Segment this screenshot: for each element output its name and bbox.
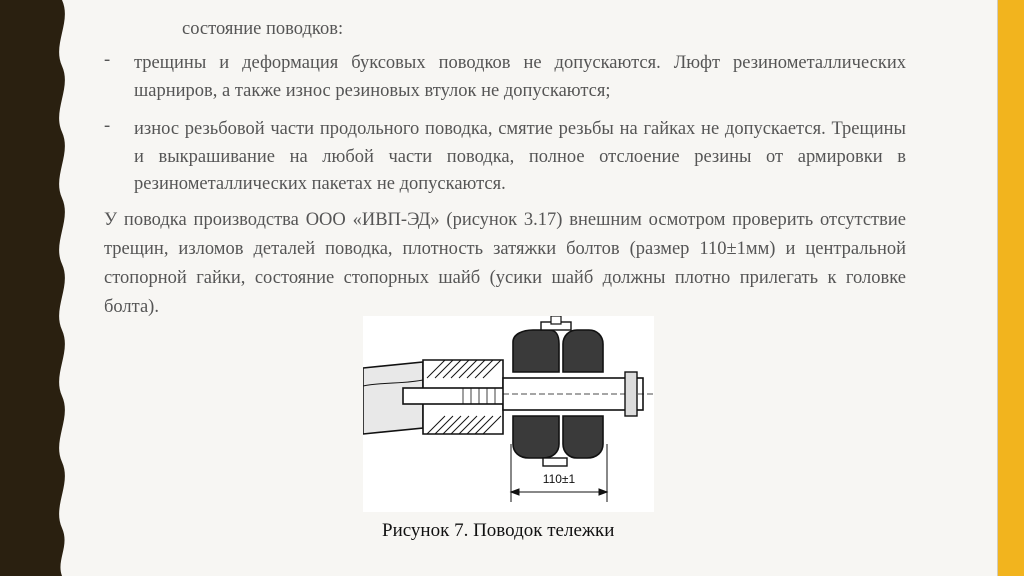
bogie-lever-drawing — [363, 316, 654, 512]
bullet-text: износ резьбовой части продольного поводка, смятие резьбы на гайках не допускается. Трещины и выкрашивание на любой части поводка, полное отслоение резины от армировки в резинометаллических пакетах не допускаются. — [134, 119, 906, 194]
intro-text: состояние поводков: — [182, 19, 344, 39]
accent-band — [998, 0, 1024, 576]
bullet-text: трещины и деформация буксовых поводков не допускаются. Люфт резинометаллических шарниров, а также износ резиновых втулок не допускаются; — [134, 53, 906, 101]
dimension-label: 110±1 — [542, 472, 576, 486]
bullet-marker: - — [104, 50, 111, 70]
figure-caption: Рисунок 7. Поводок тележки — [382, 520, 615, 541]
bullet-marker: - — [104, 116, 111, 136]
decorative-wave-band — [0, 0, 80, 576]
body-paragraph: У поводка производства ООО «ИВП-ЭД» (рисунок 3.17) внешним осмотром проверить отсутствие трещин, изломов деталей поводка, плотность затяжки болтов (размер 110±1мм) и центральной стопорной гайки, состояние стопорных шайб (усики шайб должны плотно прилегать к головке болта). — [104, 210, 906, 317]
figure-drawing — [363, 316, 654, 512]
